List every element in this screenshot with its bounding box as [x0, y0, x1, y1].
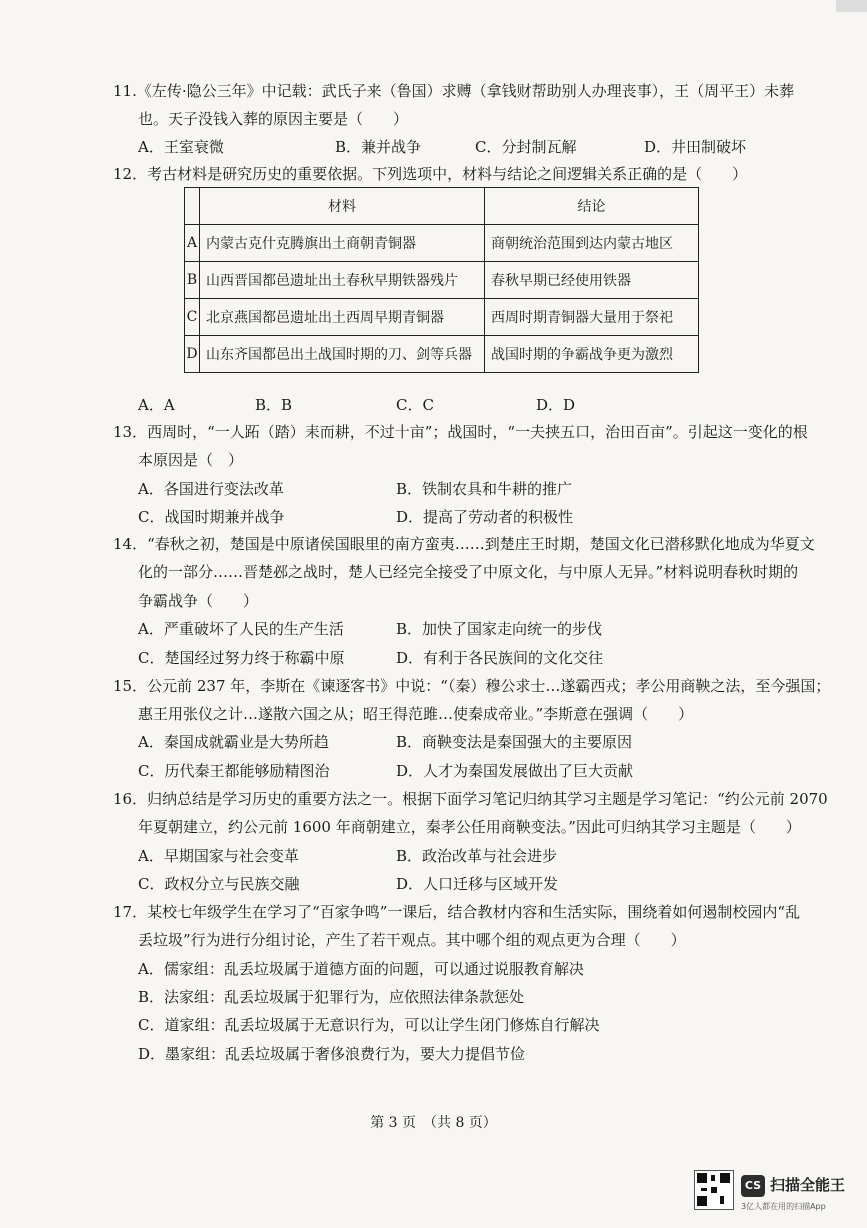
table-row	[185, 225, 699, 262]
q12-option-b: B．B	[255, 396, 293, 414]
row-label: D	[185, 336, 200, 373]
table-row	[185, 299, 699, 336]
q17-stem-line2: 丢垃圾”行为进行分组讨论，产生了若干观点。其中哪个组的观点更为合理（ ）	[138, 931, 686, 949]
q12-material-table	[184, 187, 699, 373]
qr-code-icon	[694, 1170, 734, 1210]
row-label: B	[185, 262, 200, 299]
q13-stem-line1: 13．西周时，“一人跖（踏）耒而耕，不过十亩”；战国时，“一夫挟五口，治田百亩”。引起这一变化的根	[113, 423, 808, 441]
q11-option-b: B．兼并战争	[335, 138, 422, 156]
q11-option-d: D．井田制破坏	[644, 138, 747, 156]
q14-stem-line1: 14．“春秋之初，楚国是中原诸侯国眼里的南方蛮夷……到楚庄王时期，楚国文化已潜移默化地成为华夏文	[113, 535, 815, 553]
q15-stem-line1: 15．公元前 237 年，李斯在《谏逐客书》中说：“（秦）穆公求士…遂霸西戎；孝公用商鞅之法，至今强国；	[113, 677, 831, 695]
q16-option-b: B．政治改革与社会进步	[396, 847, 558, 865]
q11-stem-line1: 11.《左传·隐公三年》中记载：武氏子来（鲁国）求赙（拿钱财帮助别人办理丧事），王（周平王）未葬	[113, 82, 795, 100]
q17-option-c: C．道家组：乱丢垃圾属于无意识行为，可以让学生闭门修炼自行解决	[138, 1016, 600, 1034]
q14-stem-line2: 化的一部分……晋楚邲之战时，楚人已经完全接受了中原文化，与中原人无异。”材料说明春秋时期的	[138, 563, 799, 581]
row-material: 内蒙古克什克腾旗出土商朝青铜器	[200, 225, 485, 262]
q16-option-d: D．人口迁移与区域开发	[396, 875, 559, 893]
q11-option-a: A．王室衰微	[138, 138, 224, 156]
q12-stem-line1: 12．考古材料是研究历史的重要依据。下列选项中，材料与结论之间逻辑关系正确的是（ ）	[113, 165, 748, 183]
q15-option-b: B．商鞅变法是秦国强大的主要原因	[396, 733, 633, 751]
camscanner-tagline: 3亿人都在用的扫描App	[741, 1202, 826, 1211]
row-material: 北京燕国都邑遗址出土西周早期青铜器	[200, 299, 485, 336]
q17-option-b: B．法家组：乱丢垃圾属于犯罪行为，应依照法律条款惩处	[138, 988, 525, 1006]
q15-option-d: D．人才为秦国发展做出了巨大贡献	[396, 762, 634, 780]
q16-stem-line2: 年夏朝建立，约公元前 1600 年商朝建立，秦孝公任用商鞅变法。”因此可归纳其学习主题是（ ）	[138, 818, 801, 836]
row-conclusion: 商朝统治范围到达内蒙古地区	[485, 225, 699, 262]
camscanner-logo-icon: CS	[741, 1175, 765, 1197]
scan-edge-artifact	[836, 0, 867, 12]
q13-option-b: B．铁制农具和牛耕的推广	[396, 480, 573, 498]
q12-option-a: A．A	[138, 396, 175, 414]
q12-option-d: D．D	[536, 396, 576, 414]
q16-stem-line1: 16．归纳总结是学习历史的重要方法之一。根据下面学习笔记归纳其学习主题是学习笔记：“约公元前 2070	[113, 790, 828, 808]
row-material: 山东齐国都邑出土战国时期的刀、剑等兵器	[200, 336, 485, 373]
row-label: C	[185, 299, 200, 336]
table-header-conclusion: 结论	[485, 188, 699, 225]
q16-option-c: C．政权分立与民族交融	[138, 875, 300, 893]
q14-option-a: A．严重破坏了人民的生产生活	[138, 620, 344, 638]
row-label: A	[185, 225, 200, 262]
q17-option-a: A．儒家组：乱丢垃圾属于道德方面的问题，可以通过说服教育解决	[138, 960, 584, 978]
q17-option-d: D．墨家组：乱丢垃圾属于奢侈浪费行为，要大力提倡节俭	[138, 1045, 526, 1063]
q14-option-c: C．楚国经过努力终于称霸中原	[138, 649, 345, 667]
q16-option-a: A．早期国家与社会变革	[138, 847, 299, 865]
table-row	[185, 262, 699, 299]
camscanner-brand: 扫描全能王	[770, 1176, 846, 1194]
row-material: 山西晋国都邑遗址出土春秋早期铁器残片	[200, 262, 485, 299]
q12-option-c: C．C	[396, 396, 434, 414]
q13-stem-line2: 本原因是（ ）	[138, 451, 244, 469]
row-conclusion: 战国时期的争霸战争更为激烈	[485, 336, 699, 373]
q17-stem-line1: 17．某校七年级学生在学习了“百家争鸣”一课后，结合教材内容和生活实际，围绕着如何遏制校园内“乱	[113, 903, 801, 921]
q14-option-d: D．有利于各民族间的文化交往	[396, 649, 604, 667]
q11-option-c: C．分封制瓦解	[475, 138, 577, 156]
row-conclusion: 春秋早期已经使用铁器	[485, 262, 699, 299]
q14-option-b: B．加快了国家走向统一的步伐	[396, 620, 603, 638]
table-row	[185, 336, 699, 373]
q11-stem-line2: 也。天子没钱入葬的原因主要是（ ）	[138, 110, 409, 128]
q13-option-c: C．战国时期兼并战争	[138, 508, 285, 526]
table-header-material: 材料	[200, 188, 485, 225]
page-number-footer: 第 3 页 （共 8 页）	[370, 1115, 497, 1131]
q15-option-c: C．历代秦王都能够励精图治	[138, 762, 330, 780]
q15-stem-line2: 惠王用张仪之计…遂散六国之从；昭王得范雎…使秦成帝业。”李斯意在强调（ ）	[138, 705, 694, 723]
table-header-row	[185, 188, 699, 225]
q14-stem-line3: 争霸战争（ ）	[138, 592, 259, 610]
q13-option-a: A．各国进行变法改革	[138, 480, 284, 498]
q13-option-d: D．提高了劳动者的积极性	[396, 508, 574, 526]
q15-option-a: A．秦国成就霸业是大势所趋	[138, 733, 329, 751]
row-conclusion: 西周时期青铜器大量用于祭祀	[485, 299, 699, 336]
